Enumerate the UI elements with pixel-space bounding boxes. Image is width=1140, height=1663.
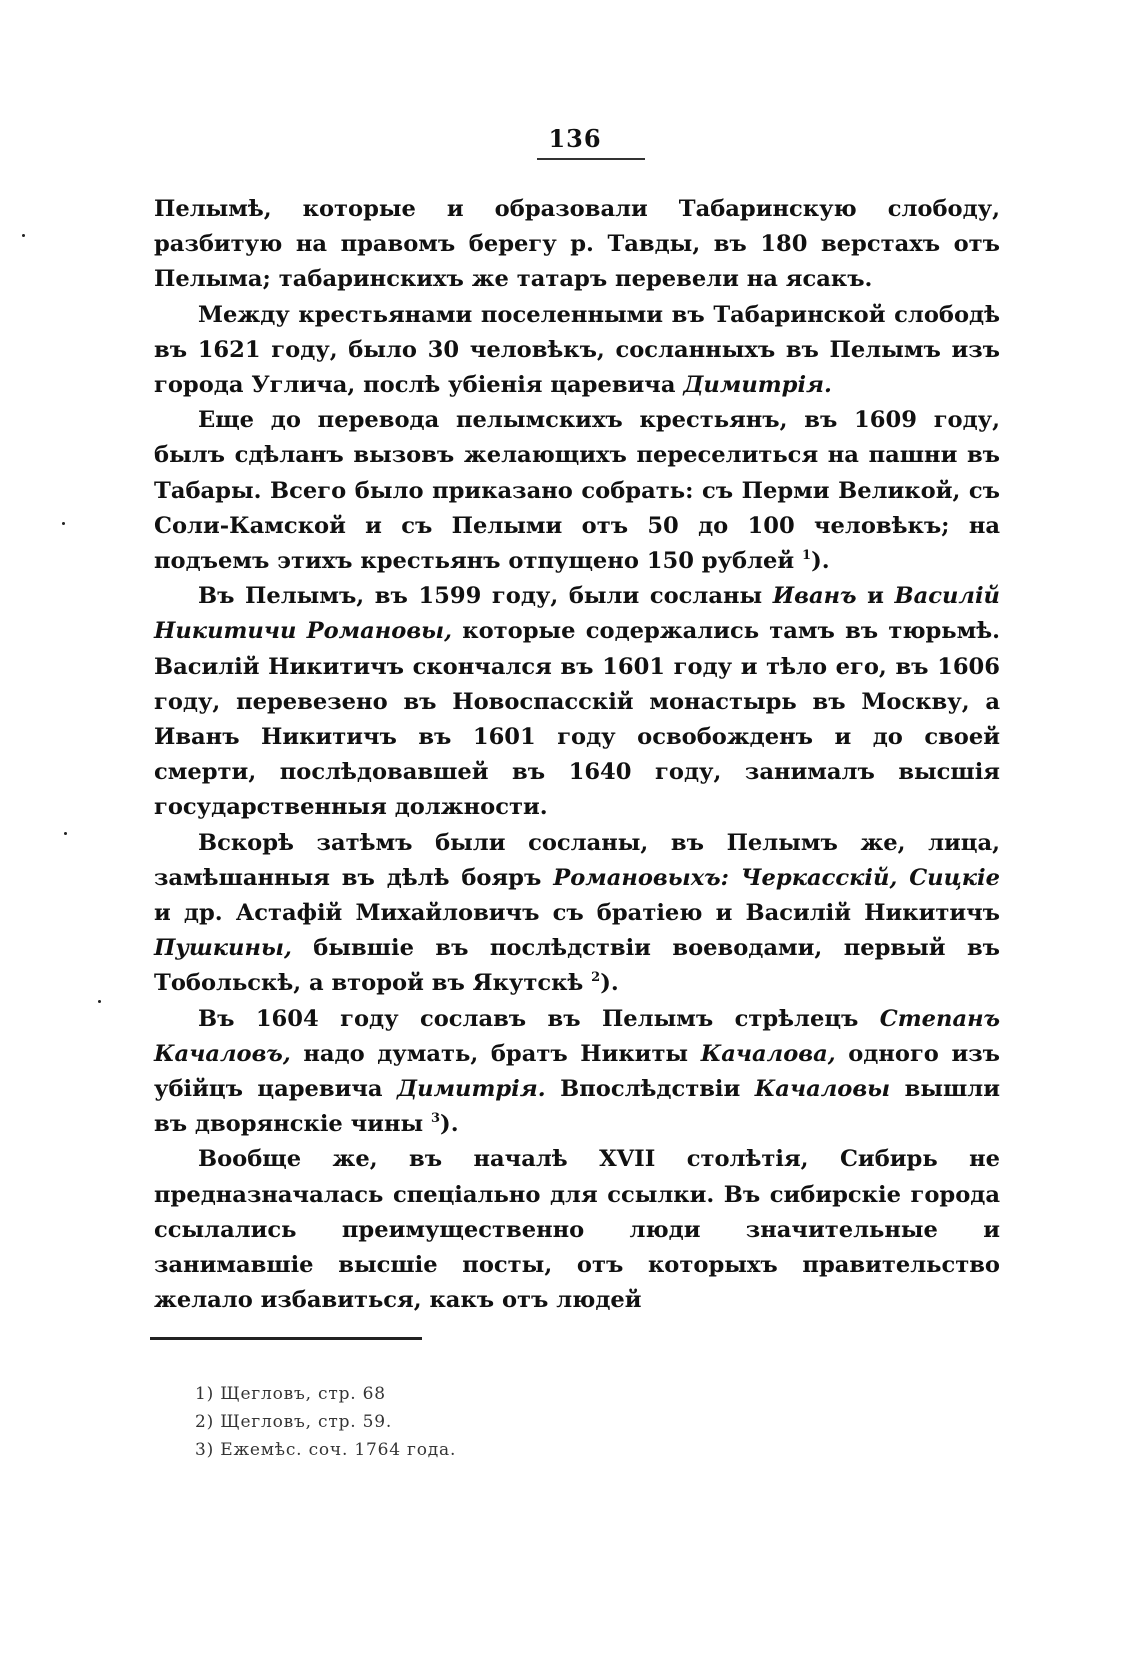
italic-text: Иванъ bbox=[772, 583, 857, 610]
text-segment: Вскорѣ затѣмъ были сосланы, въ Пелымъ же, лица, замѣшанныя въ дѣлѣ бояръ bbox=[154, 829, 1000, 891]
italic-text: Качалова, bbox=[700, 1040, 836, 1067]
text-segment: Въ Пелымъ, въ 1599 году, были сосланы bbox=[198, 583, 773, 610]
paragraph-p1 bbox=[154, 192, 1000, 298]
margin-speck bbox=[64, 832, 67, 835]
footnotes bbox=[195, 1380, 895, 1464]
text-segment bbox=[729, 865, 741, 891]
margin-speck bbox=[22, 234, 25, 237]
italic-text: Димитрія. bbox=[397, 1076, 546, 1103]
paragraph-p7 bbox=[154, 1142, 1000, 1318]
text-segment: и др. Астафій Михайловичъ съ братіею и Василій Никитичъ bbox=[154, 900, 1000, 927]
footnote-divider bbox=[150, 1337, 422, 1340]
text-segment: одного изъ убійцъ царевича bbox=[154, 1040, 1000, 1103]
paragraph-p5 bbox=[154, 826, 1000, 1002]
italic-text: Степанъ Качаловъ, bbox=[154, 1005, 1000, 1067]
text-segment: ). bbox=[600, 970, 619, 997]
margin-speck bbox=[98, 1000, 101, 1003]
italic-text: Димитрія. bbox=[683, 372, 832, 399]
text-segment: Пелымѣ, которые и образовали Табаринскую слободу, разбитую на правомъ берегу р. Тавды, въ 180 верстахъ отъ Пелыма; табаринскихъ же татаръ перевели на ясакъ. bbox=[154, 196, 1000, 293]
text-segment: ). bbox=[440, 1111, 459, 1138]
text-segment: Еще до перевода пелымскихъ крестьянъ, въ 1609 году, былъ сдѣланъ вызовъ желающихъ переселиться на пашни въ Табары. Всего было приказано собрать: съ Перми Великой, съ Соли-Камской и съ Пелыми отъ 50 до 100 человѣкъ; на подъемъ этихъ крестьянъ отпущено 150 рублей bbox=[154, 407, 1000, 575]
paragraph-p2 bbox=[154, 298, 1000, 404]
italic-text: Василій Никитичи Романовы, bbox=[154, 583, 1000, 645]
text-segment: Между крестьянами поселенными въ Табаринской слободѣ въ 1621 году, было 30 человѣкъ, сосланныхъ въ Пелымъ изъ города Углича, послѣ убіенія царевича bbox=[154, 301, 1000, 399]
text-segment: бывшіе въ послѣдствіи воеводами, первый въ Тобольскѣ, а второй въ Якутскѣ bbox=[154, 935, 1000, 997]
text-segment: надо думать, братъ Никиты bbox=[290, 1040, 701, 1067]
page-number-rule bbox=[537, 158, 645, 160]
margin-speck bbox=[62, 522, 65, 525]
footnote-reference: 1 bbox=[802, 548, 812, 564]
paragraph-p6 bbox=[154, 1002, 1000, 1143]
text-segment: ). bbox=[811, 548, 830, 575]
text-segment: Впослѣдствіи bbox=[545, 1076, 755, 1103]
footnote-reference: 3 bbox=[431, 1111, 441, 1127]
footnote-1: 1) Щегловъ, стр. 68 bbox=[195, 1384, 386, 1404]
page-number: 136 bbox=[548, 124, 602, 153]
paragraph-p4 bbox=[154, 579, 1000, 825]
footnote-reference: 2 bbox=[591, 970, 601, 986]
text-segment: которые содержались тамъ въ тюрьмѣ. Василій Никитичъ скончался въ 1601 году и тѣло его, въ 1606 году, перевезено въ Новоспасскій монастырь въ Москву, а Иванъ Никитичъ въ 1601 году освобожденъ и до своей смерти, послѣдовавшей въ 1640 году, занималъ высшія государственныя должности. bbox=[154, 618, 1000, 821]
italic-text: Черкасскій, Сицкіе bbox=[740, 864, 1000, 891]
footnote-2: 2) Щегловъ, стр. 59. bbox=[195, 1412, 393, 1432]
footnote-3: 3) Ежемѣс. соч. 1764 года. bbox=[195, 1440, 457, 1460]
text-segment: вышли въ дворянскіе чины bbox=[154, 1076, 1000, 1138]
body-text bbox=[154, 192, 1000, 1319]
text-segment: Вообще же, въ началѣ XVII столѣтія, Сибирь не предназначалась спеціально для ссылки. Въ сибирскіе города ссылались преимущественно люди значительные и занимавшіе высшіе посты, отъ которыхъ правительство желало избавиться, какъ отъ людей bbox=[154, 1146, 1000, 1314]
italic-text: Романовыхъ: bbox=[553, 864, 729, 891]
paragraph-p3 bbox=[154, 403, 1000, 579]
text-segment: Въ 1604 году сославъ въ Пелымъ стрѣлецъ bbox=[198, 1005, 880, 1032]
italic-text: Качаловы bbox=[754, 1076, 891, 1103]
italic-text: Пушкины, bbox=[154, 935, 292, 962]
text-segment: и bbox=[856, 583, 895, 610]
